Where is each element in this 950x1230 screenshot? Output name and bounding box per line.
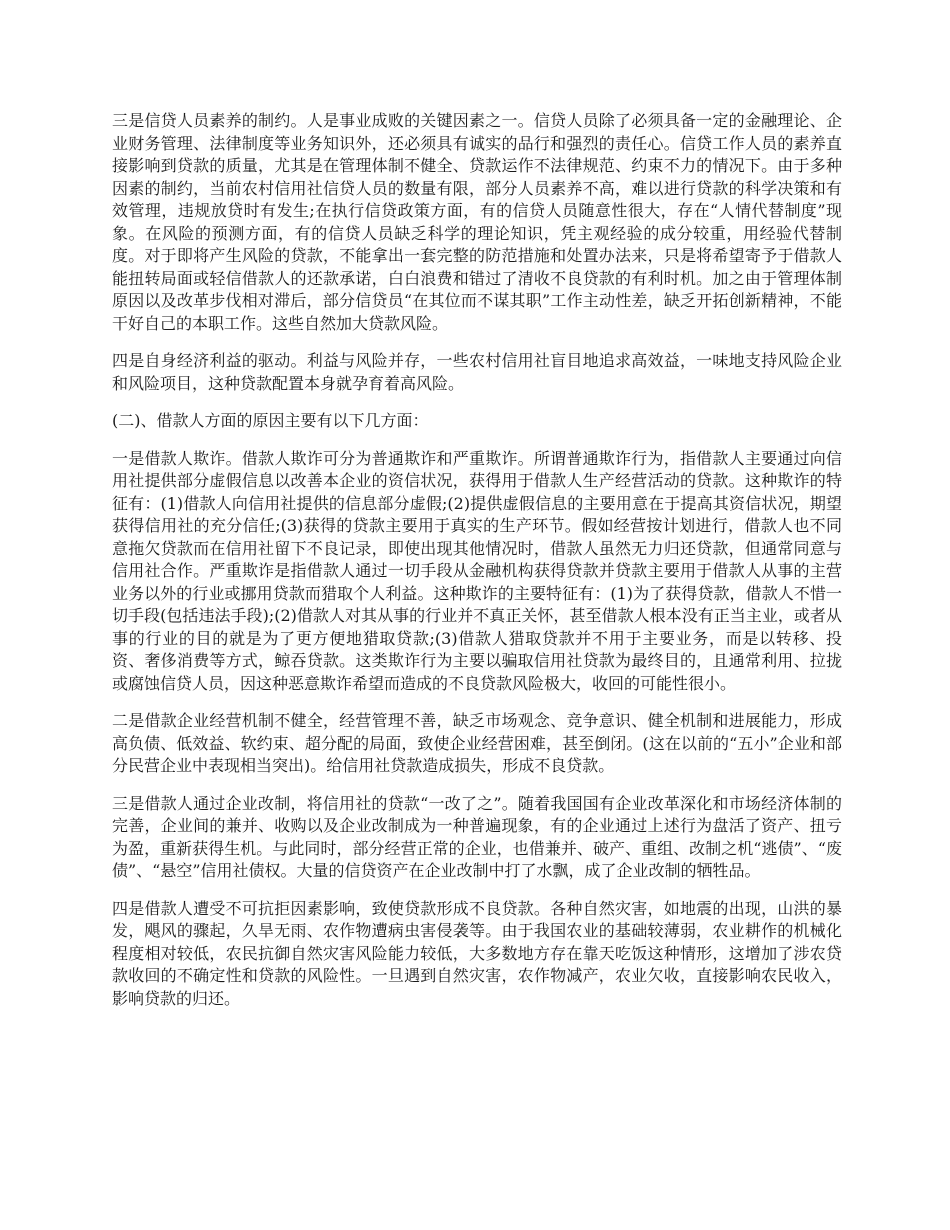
- paragraph-1: 三是信贷人员素养的制约。人是事业成败的关键因素之一。信贷人员除了必须具备一定的金融理论、企业财务管理、法律制度等业务知识外，还必须具有诚实的品行和强烈的责任心。信贷工作人员的素养直接影响到贷款的质量，尤其是在管理体制不健全、贷款运作不法律规范、约束不力的情况下。由于多种因素的制约，当前农村信用社信贷人员的数量有限，部分人员素养不高，难以进行贷款的科学决策和有效管理，违规放贷时有发生;在执行信贷政策方面，有的信贷人员随意性很大，存在“人情代替制度”现象。在风险的预测方面，有的信贷人员缺乏科学的理论知识，凭主观经验的成分较重，用经验代替制度。对于即将产生风险的贷款，不能拿出一套完整的防范措施和处置办法来，只是将希望寄予于借款人能扭转局面或轻信借款人的还款承诺，白白浪费和错过了清收不良贷款的有利时机。加之由于管理体制原因以及改革步伐相对滞后，部分信贷员“在其位而不谋其职”工作主动性差，缺乏开拓创新精神，不能干好自己的本职工作。这些自然加大贷款风险。: [112, 111, 842, 333]
- paragraph-4: 二是借款企业经营机制不健全，经营管理不善，缺乏市场观念、竞争意识、健全机制和进展能力，形成高负债、低效益、软约束、超分配的局面，致使企业经营困难，甚至倒闭。(这在以前的“五小”企业和部分民营企业中表现相当突出)。给信用社贷款造成损失，形成不良贷款。: [112, 711, 842, 775]
- paragraph-2: 四是自身经济利益的驱动。利益与风险并存，一些农村信用社盲目地追求高效益，一味地支持风险企业和风险项目，这种贷款配置本身就孕育着高风险。: [112, 351, 842, 393]
- paragraph-6: 四是借款人遭受不可抗拒因素影响，致使贷款形成不良贷款。各种自然灾害，如地震的出现，山洪的暴发，飓风的骤起，久旱无雨、农作物遭病虫害侵袭等。由于我国农业的基础较薄弱，农业耕作的机械化程度相对较低，农民抗御自然灾害风险能力较低，大多数地方存在靠天吃饭这种情形，这增加了涉农贷款收回的不确定性和贷款的风险性。一旦遇到自然灾害，农作物减产，农业欠收，直接影响农民收入，影响贷款的归还。: [112, 898, 842, 1008]
- paragraph-5: 三是借款人通过企业改制，将信用社的贷款“一改了之”。随着我国国有企业改革深化和市场经济体制的完善，企业间的兼并、收购以及企业改制成为一种普遍现象，有的企业通过上述行为盘活了资产、扭亏为盈，重新获得生机。与此同时，部分经营正常的企业，也借兼并、破产、重组、改制之机“逃债”、“废债”、“悬空”信用社债权。大量的信贷资产在企业改制中打了水飘，成了企业改制的牺牲品。: [112, 793, 842, 880]
- section-heading: (二)、借款人方面的原因主要有以下几方面：: [112, 411, 429, 430]
- document-page: [112, 110, 842, 1025]
- paragraph-3: 一是借款人欺诈。借款人欺诈可分为普通欺诈和严重欺诈。所谓普通欺诈行为，指借款人主要通过向信用社提供部分虚假信息以改善本企业的资信状况，获得用于借款人生产经营活动的贷款。这种欺诈的特征有：(1)借款人向信用社提供的信息部分虚假;(2)提供虚假信息的主要用意在于提高其资信状况，期望获得信用社的充分信任;(3)获得的贷款主要用于真实的生产环节。假如经营按计划进行，借款人也不同意拖欠贷款而在信用社留下不良记录，即使出现其他情况时，借款人虽然无力归还贷款，但通常同意与信用社合作。严重欺诈是指借款人通过一切手段从金融机构获得贷款并贷款主要用于借款人从事的主营业务以外的行业或挪用贷款而猎取个人利益。这种欺诈的主要特征有：(1)为了获得贷款，借款人不惜一切手段(包括违法手段);(2)借款人对其从事的行业并不真正关怀，甚至借款人根本没有正当主业，或者从事的行业的目的就是为了更方便地猎取贷款;(3)借款人猎取贷款并不用于主要业务，而是以转移、投资、奢侈消费等方式，鲸吞贷款。这类欺诈行为主要以骗取信用社贷款为最终目的，且通常利用、拉拢或腐蚀信贷人员，因这种恶意欺诈希望而造成的不良贷款风险极大，收回的可能性很小。: [112, 448, 842, 693]
